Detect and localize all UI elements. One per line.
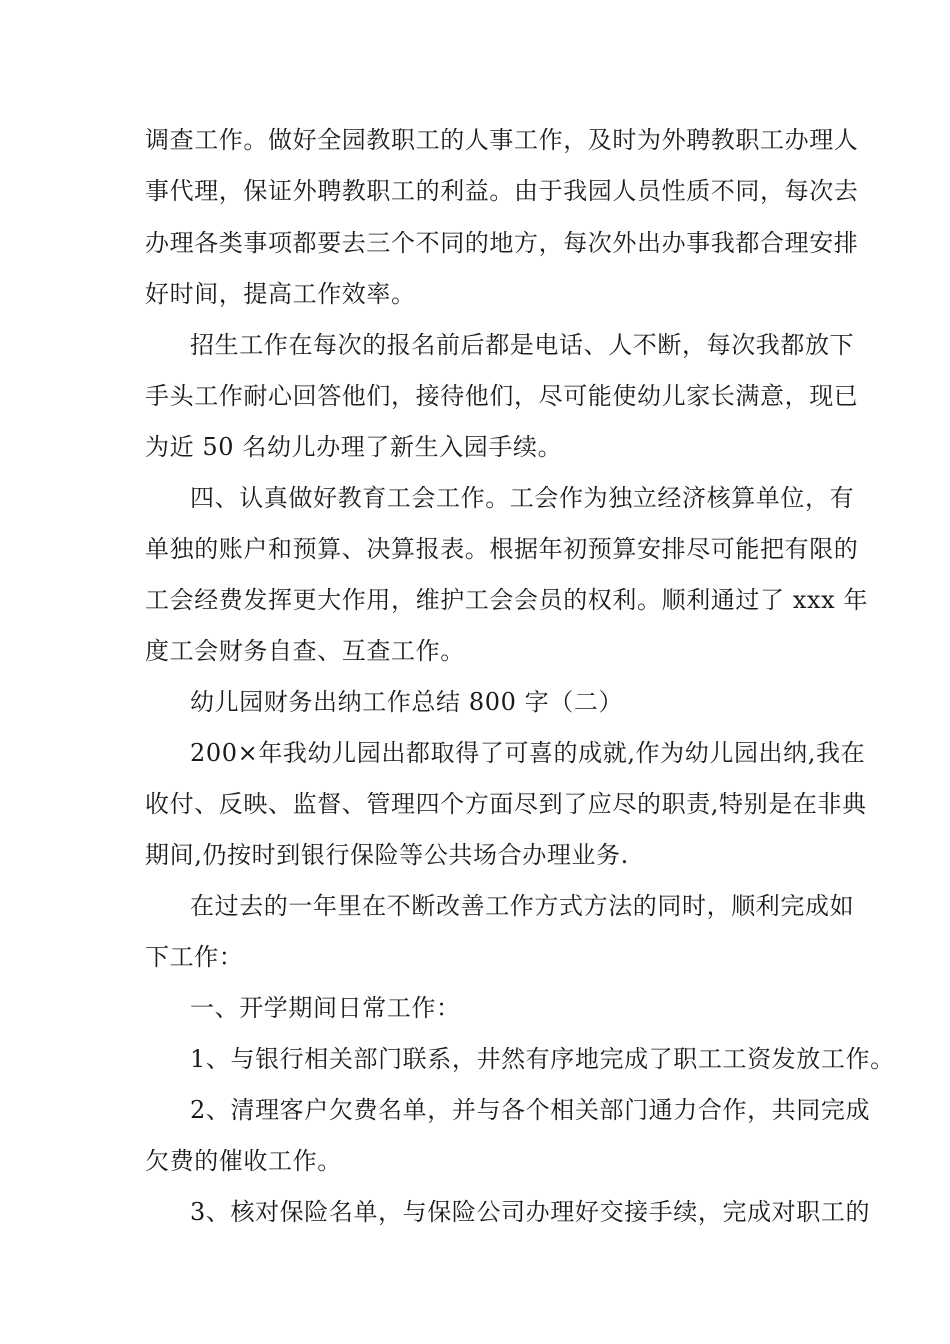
text-line: 四、认真做好教育工会工作。工会作为独立经济核算单位，有 — [190, 484, 855, 512]
text-line: 好时间，提高工作效率。 — [145, 280, 416, 308]
text-line: 200×年我幼儿园出都取得了可喜的成就,作为幼儿园出纳,我在 — [190, 739, 866, 767]
text-line: 手头工作耐心回答他们，接待他们，尽可能使幼儿家长满意，现已 — [145, 382, 859, 410]
section-heading: 幼儿园财务出纳工作总结 800 字（二） — [190, 688, 624, 716]
text-line: 办理各类事项都要去三个不同的地方，每次外出办事我都合理安排 — [145, 229, 859, 257]
text-line: 招生工作在每次的报名前后都是电话、人不断，每次我都放下 — [190, 331, 855, 359]
text-line: 调查工作。做好全园教职工的人事工作，及时为外聘教职工办理人 — [145, 126, 859, 154]
text-line: 3、核对保险名单，与保险公司办理好交接手续，完成对职工的 — [190, 1198, 871, 1226]
text-line: 1、与银行相关部门联系，井然有序地完成了职工工资发放工作。 — [190, 1045, 895, 1073]
text-line: 欠费的催收工作。 — [145, 1147, 342, 1175]
text-line: 度工会财务自查、互查工作。 — [145, 637, 465, 665]
text-line: 工会经费发挥更大作用，维护工会会员的权利。顺利通过了 xxx 年 — [145, 586, 869, 614]
text-line: 单独的账户和预算、决算报表。根据年初预算安排尽可能把有限的 — [145, 535, 859, 563]
text-line: 期间,仍按时到银行保险等公共场合办理业务. — [145, 841, 629, 869]
text-line: 在过去的一年里在不断改善工作方式方法的同时，顺利完成如 — [190, 892, 855, 920]
text-line: 为近 50 名幼儿办理了新生入园手续。 — [145, 433, 563, 461]
text-line: 一、开学期间日常工作： — [190, 994, 461, 1022]
text-line: 2、清理客户欠费名单，并与各个相关部门通力合作，共同完成 — [190, 1096, 871, 1124]
text-line: 事代理，保证外聘教职工的利益。由于我园人员性质不同，每次去 — [145, 177, 859, 205]
text-line: 收付、反映、监督、管理四个方面尽到了应尽的职责,特别是在非典 — [145, 790, 867, 818]
text-line: 下工作： — [145, 943, 244, 971]
